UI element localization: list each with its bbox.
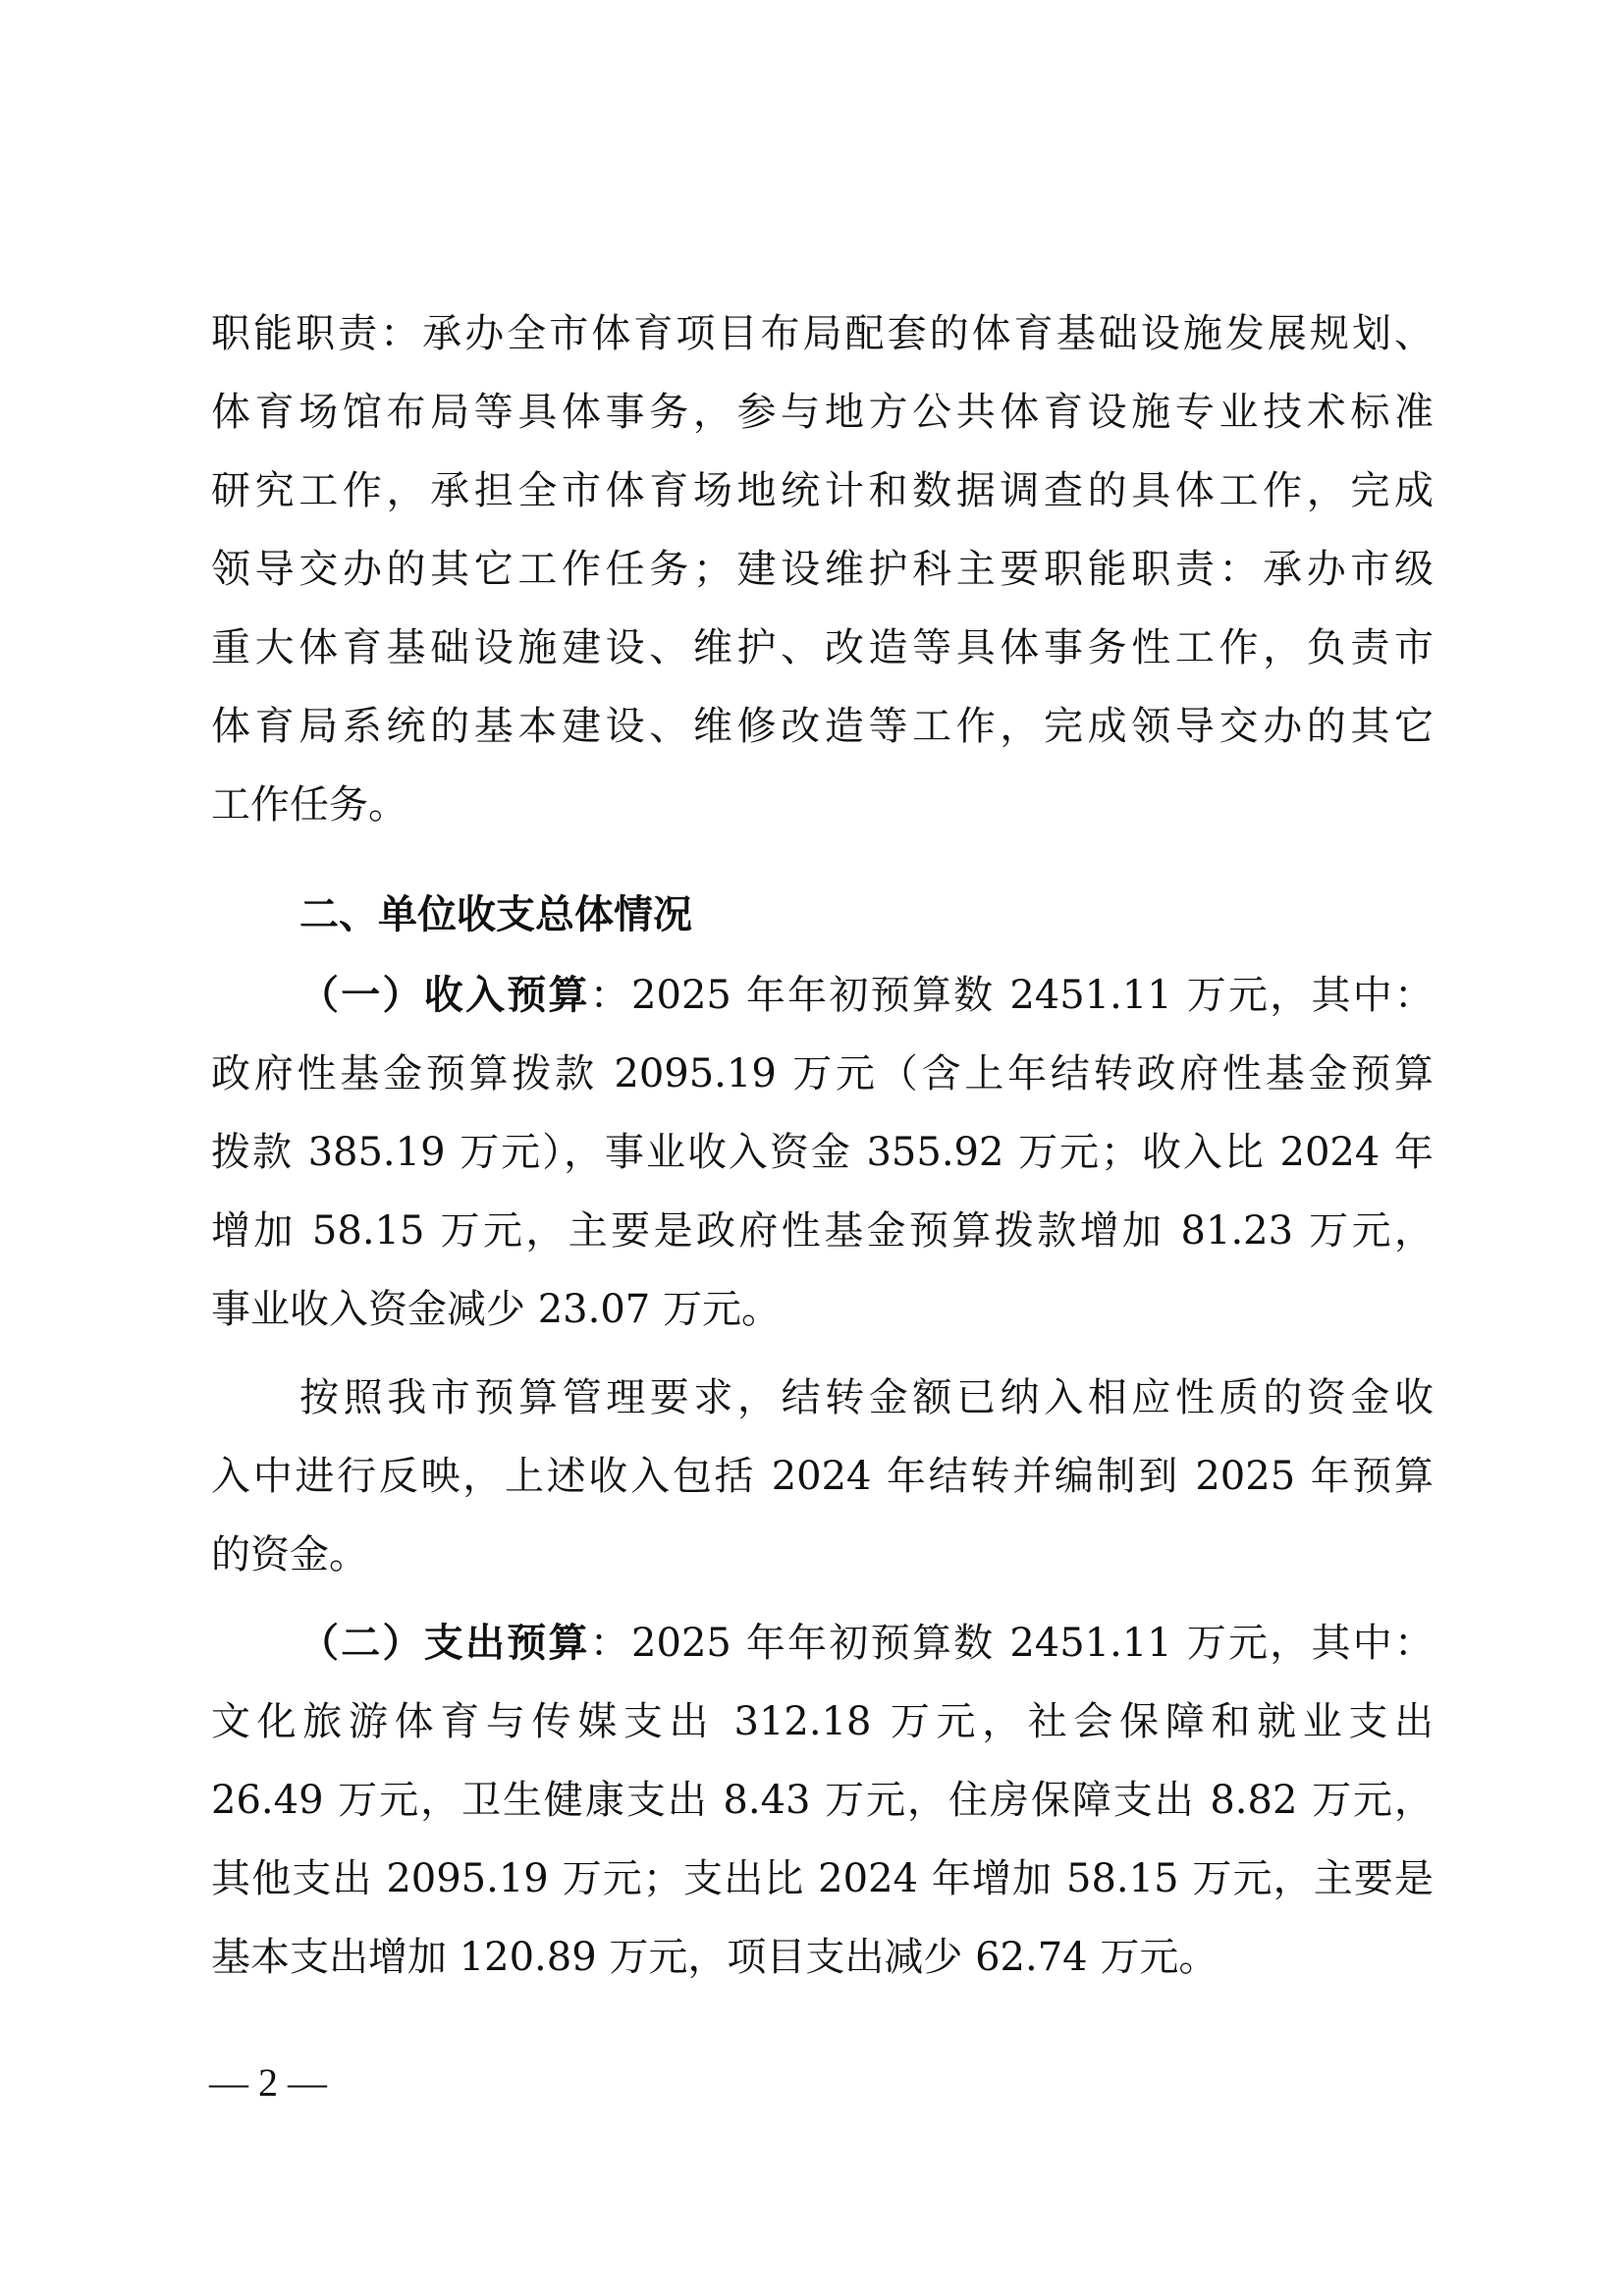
paragraph-line: 拨款 385.19 万元），事业收入资金 355.92 万元；收入比 2024 年 — [211, 1130, 1434, 1175]
paragraph-line: 领导交办的其它工作任务；建设维护科主要职能职责：承办市级 — [211, 547, 1434, 592]
paragraph-line: 重大体育基础设施建设、维护、改造等具体事务性工作，负责市 — [211, 625, 1434, 670]
paragraph-line: 的资金。 — [211, 1532, 368, 1577]
paragraph-line: 研究工作，承担全市体育场地统计和数据调查的具体工作，完成 — [211, 468, 1434, 513]
paragraph-line: 按照我市预算管理要求，结转金额已纳入相应性质的资金收 — [299, 1375, 1434, 1420]
paragraph-line: 事业收入资金减少 23.07 万元。 — [211, 1287, 781, 1332]
paragraph-line: 工作任务。 — [211, 782, 407, 828]
page-number: — 2 — — [209, 2060, 327, 2105]
paragraph-line: 入中进行反映，上述收入包括 2024 年结转并编制到 2025 年预算 — [211, 1454, 1434, 1499]
section-heading: 二、单位收支总体情况 — [299, 892, 692, 937]
paragraph-line: 基本支出增加 120.89 万元，项目支出减少 62.74 万元。 — [211, 1935, 1218, 1980]
paragraph-line: 其他支出 2095.19 万元；支出比 2024 年增加 58.15 万元，主要是 — [211, 1856, 1434, 1901]
income-label: （一）收入预算 — [299, 973, 590, 1018]
expenditure-label: （二）支出预算 — [299, 1621, 590, 1666]
income-first-line — [299, 972, 1434, 1019]
paragraph-line: 体育局系统的基本建设、维修改造等工作，完成领导交办的其它 — [211, 704, 1434, 749]
paragraph-line: 26.49 万元，卫生健康支出 8.43 万元，住房保障支出 8.82 万元， — [211, 1778, 1434, 1823]
paragraph-line: 体育场馆布局等具体事务，参与地方公共体育设施专业技术标准 — [211, 390, 1434, 435]
paragraph-line: 增加 58.15 万元，主要是政府性基金预算拨款增加 81.23 万元， — [211, 1208, 1434, 1254]
paragraph-line: 文化旅游体育与传媒支出 312.18 万元，社会保障和就业支出 — [211, 1699, 1434, 1744]
income-first-line-text: ：2025 年年初预算数 2451.11 万元，其中： — [589, 973, 1434, 1018]
expenditure-first-line — [299, 1620, 1434, 1667]
paragraph-line: 政府性基金预算拨款 2095.19 万元（含上年结转政府性基金预算 — [211, 1051, 1434, 1096]
expenditure-first-line-text: ：2025 年年初预算数 2451.11 万元，其中： — [589, 1621, 1434, 1666]
paragraph-line: 职能职责：承办全市体育项目布局配套的体育基础设施发展规划、 — [211, 311, 1434, 356]
